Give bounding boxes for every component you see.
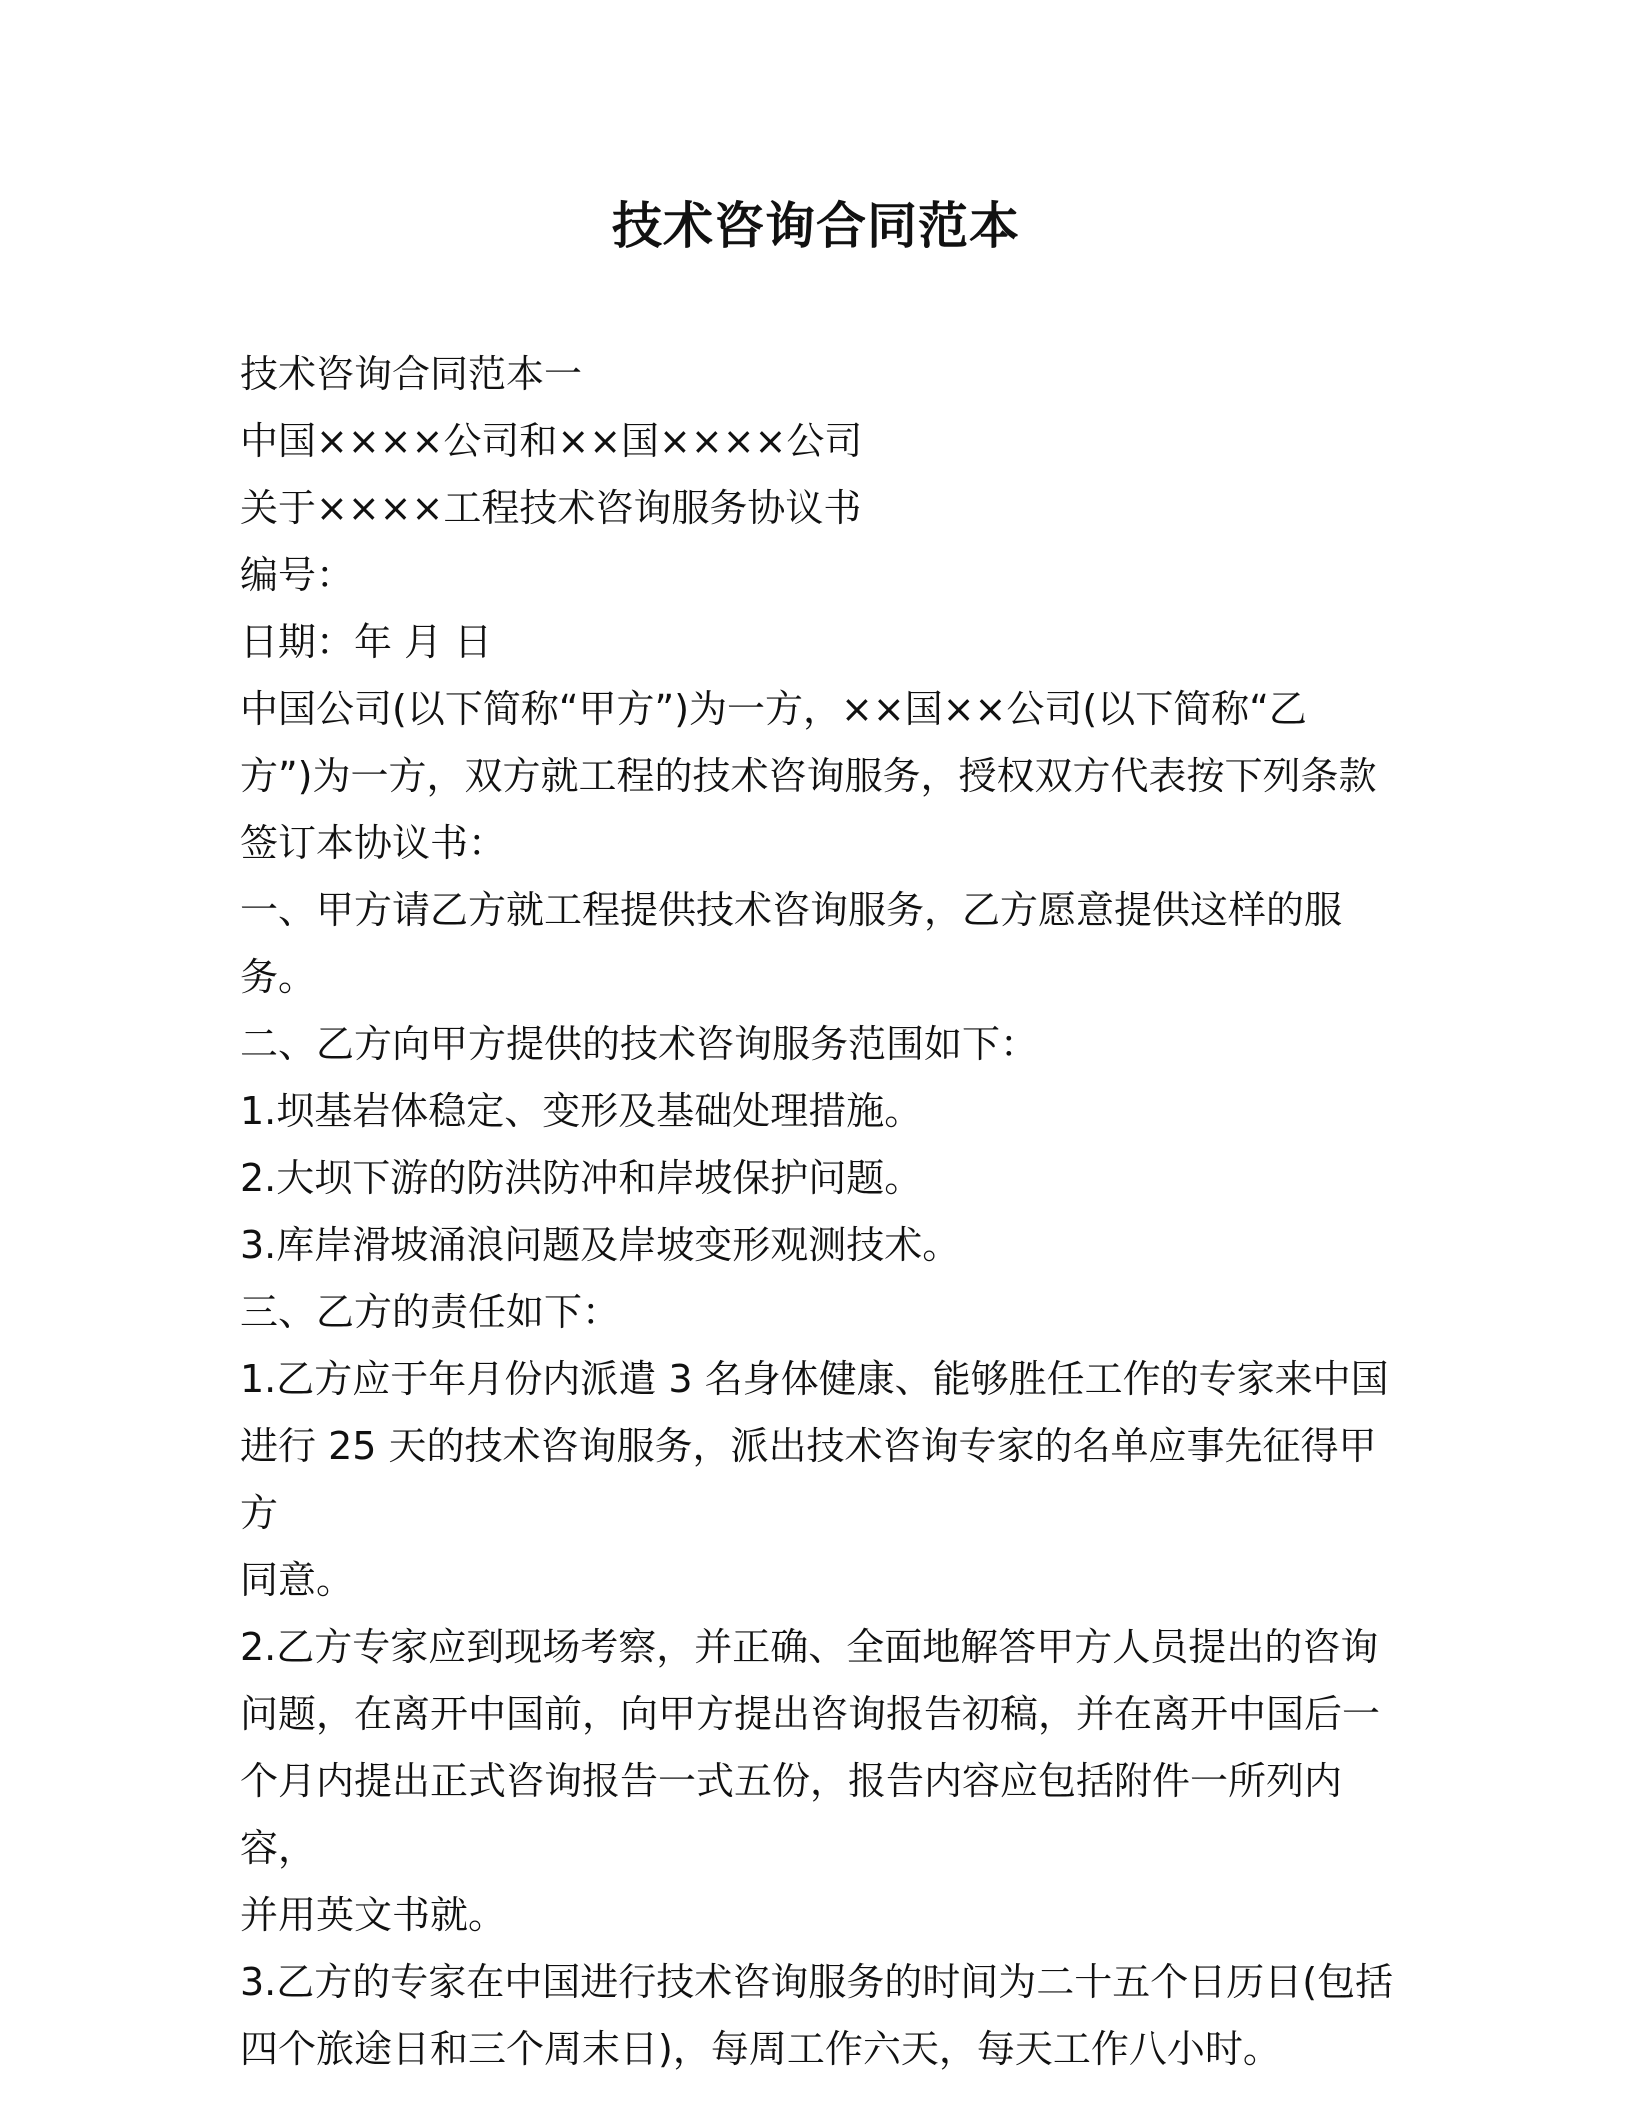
clause-three-heading: 三、乙方的责任如下： [240,1290,621,1334]
clause-three-item-3: 3.乙方的专家在中国进行技术咨询服务的时间为二十五个日历日(包括 四个旅途日和三个周末日)，每周工作六天，每天工作八小时。 [240,1960,1394,2071]
clause-two-item-3: 3.库岸滑坡涌浪问题及岸坡变形观测技术。 [240,1223,961,1267]
agreement-title-line: 关于××××工程技术咨询服务协议书 [240,486,862,530]
clause-two-heading: 二、乙方向甲方提供的技术咨询服务范围如下： [240,1022,1039,1066]
date-field: 日期：年 月 日 [240,620,493,664]
subtitle-line: 技术咨询合同范本一 [240,352,583,396]
clause-two-item-2: 2.大坝下游的防洪防冲和岸坡保护问题。 [240,1156,923,1200]
preamble-paragraph: 中国公司(以下简称“甲方”)为一方，××国××公司(以下简称“乙 方”)为一方，双方就工程的技术咨询服务，授权双方代表按下列条款 签订本协议书： [240,687,1377,865]
clause-one: 一、甲方请乙方就工程提供技术咨询服务，乙方愿意提供这样的服务。 [240,888,1343,999]
clause-two-item-1: 1.坝基岩体稳定、变形及基础处理措施。 [240,1089,923,1133]
number-field: 编号： [240,553,355,597]
clause-three-item-2: 2.乙方专家应到现场考察，并正确、全面地解答甲方人员提出的咨询 问题，在离开中国前，向甲方提出咨询报告初稿，并在离开中国后一 个月内提出正式咨询报告一式五份，报告内容应包括附件一所列内容， 并用英文书就。 [240,1625,1381,1937]
document-title: 技术咨询合同范本 [612,197,1020,255]
clause-three-item-1: 1.乙方应于年月份内派遣 3 名身体健康、能够胜任工作的专家来中国 进行 25 天的技术咨询服务，派出技术咨询专家的名单应事先征得甲方 同意。 [240,1357,1389,1602]
parties-line: 中国××××公司和××国××××公司 [240,419,863,463]
document-body [240,341,1400,2083]
